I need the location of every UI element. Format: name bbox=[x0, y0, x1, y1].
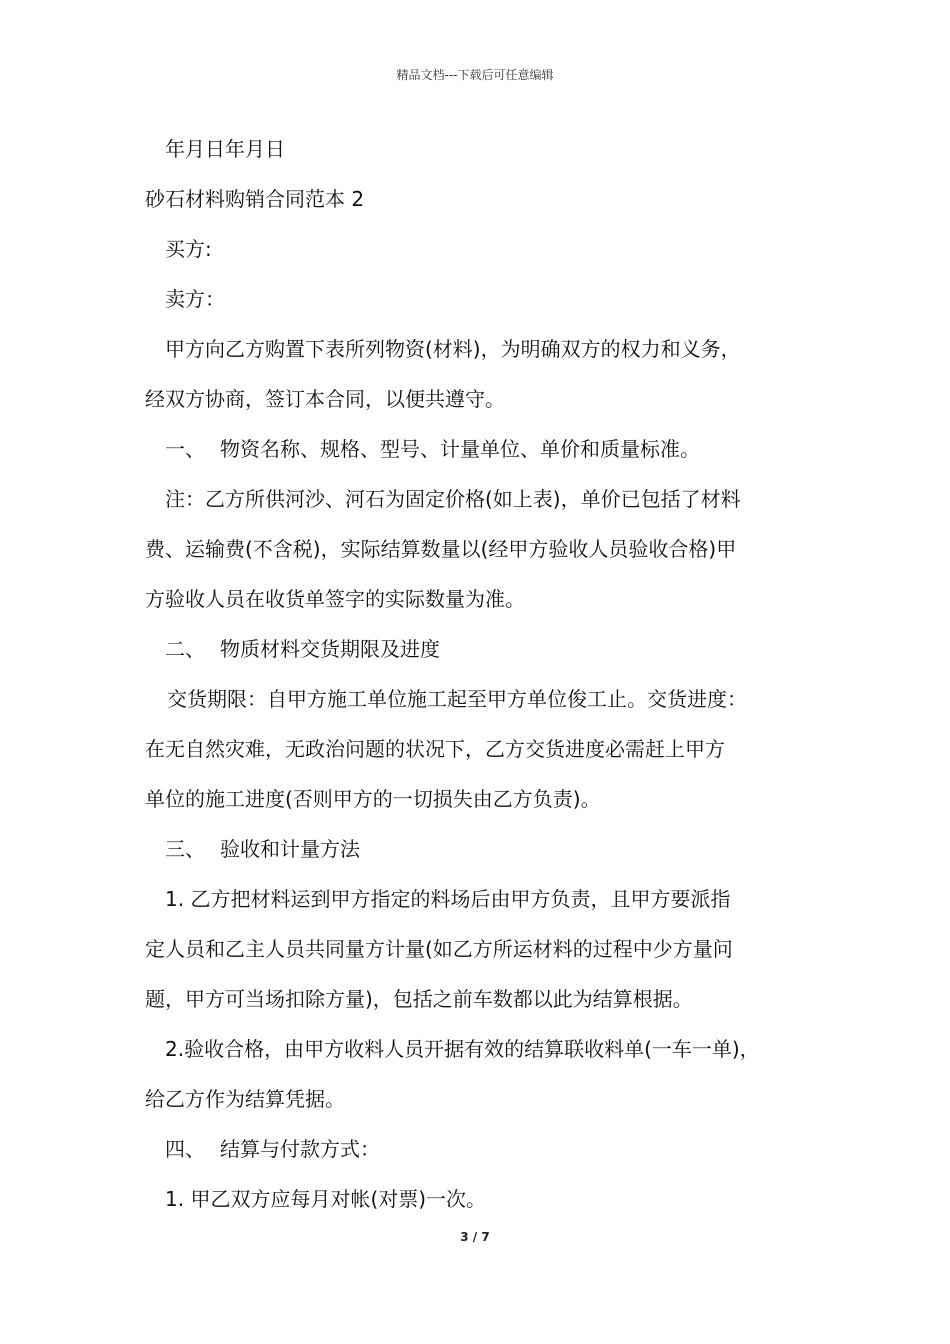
delivery-line-1: 交货期限：自甲方施工单位施工起至甲方单位俊工止。交货进度： bbox=[167, 687, 747, 711]
note-line-1: 注：乙方所供河沙、河石为固定价格(如上表)，单价已包括了材料 bbox=[165, 487, 741, 511]
item-1-line-2: 定人员和乙主人员共同量方计量(如乙方所运材料的过程中少方量问 bbox=[145, 937, 733, 961]
delivery-line-2: 在无自然灾难，无政治问题的状况下，乙方交货进度必需赶上甲方 bbox=[145, 737, 725, 761]
delivery-line-3: 单位的施工进度(否则甲方的一切损失由乙方负责)。 bbox=[145, 787, 601, 811]
section-1-title: 物资名称、规格、型号、计量单位、单价和质量标准。 bbox=[220, 437, 700, 461]
section-2-title: 物质材料交货期限及进度 bbox=[220, 637, 440, 661]
document-body bbox=[145, 124, 825, 1224]
intro-paragraph-line-1: 甲方向乙方购置下表所列物资(材料)，为明确双方的权力和义务， bbox=[165, 337, 741, 361]
item-1-line-1: 1. 乙方把材料运到甲方指定的料场后由甲方负责，且甲方要派指 bbox=[165, 887, 731, 911]
section-1-number: 一、 bbox=[165, 437, 205, 461]
section-3-number: 三、 bbox=[165, 837, 205, 861]
item-2-line-2: 给乙方作为结算凭据。 bbox=[145, 1087, 345, 1111]
note-line-2: 费、运输费(不含税)，实际结算数量以(经甲方验收人员验收合格)甲 bbox=[145, 537, 737, 561]
item-1-line-3: 题，甲方可当场扣除方量)，包括之前车数都以此为结算根据。 bbox=[145, 987, 693, 1011]
payment-item-1: 1. 甲乙双方应每月对帐(对票)一次。 bbox=[165, 1187, 487, 1211]
section-2-heading bbox=[145, 624, 825, 674]
item-2-line-1: 2.验收合格，由甲方收料人员开据有效的结算联收料单(一车一单)， bbox=[165, 1037, 760, 1061]
section-2-number: 二、 bbox=[165, 637, 205, 661]
date-line: 年月日年月日 bbox=[165, 137, 285, 161]
contract-title: 砂石材料购销合同范本 2 bbox=[145, 187, 365, 211]
section-3-title: 验收和计量方法 bbox=[220, 837, 360, 861]
note-line-3: 方验收人员在收货单签字的实际数量为准。 bbox=[145, 587, 525, 611]
intro-paragraph-line-2: 经双方协商，签订本合同，以便共遵守。 bbox=[145, 387, 505, 411]
header-note: 精品文档---下载后可任意编辑 bbox=[396, 68, 554, 82]
page-number: 3 / 7 bbox=[460, 1230, 490, 1244]
seller-line: 卖方： bbox=[165, 287, 225, 311]
section-3-heading bbox=[145, 824, 825, 874]
section-4-heading bbox=[145, 1124, 825, 1174]
section-4-title: 结算与付款方式： bbox=[220, 1137, 380, 1161]
section-4-number: 四、 bbox=[165, 1137, 205, 1161]
section-1-heading bbox=[145, 424, 825, 474]
buyer-line: 买方: bbox=[165, 237, 212, 261]
